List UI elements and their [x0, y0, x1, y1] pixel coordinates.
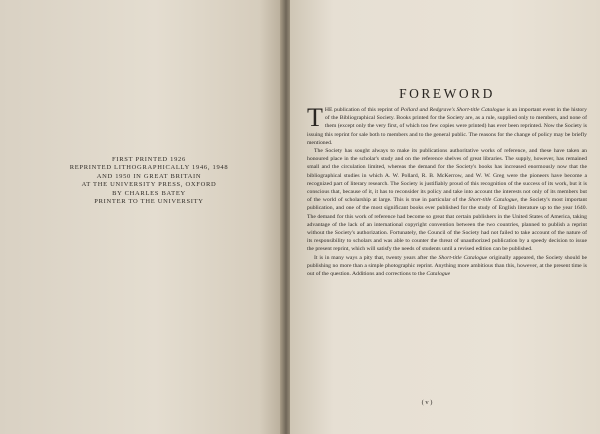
left-page	[0, 0, 282, 434]
paragraph-3	[307, 254, 587, 279]
imprint-line: AT THE UNIVERSITY PRESS, OXFORD	[81, 181, 217, 189]
italic-title: Short-title Catalogue	[468, 197, 518, 204]
imprint-line: BY CHARLES BATEY	[112, 189, 186, 197]
page-title: FOREWORD	[399, 86, 495, 101]
paragraph-1	[307, 103, 587, 147]
paragraph-text: The Society has sought always to make its publications authoritative works of reference, and these have taken an honoured place in the scholar's study and on the reference shelves of great libraries. The supply, however, has remained small and the circulation limited, whereas the demand for the Society's books has increased enormously now that the bibliographical studies in which A. W. Pollard, R. B. McKerrow, and W. W. Greg were the pioneers have become a recognized part of literary research. The Society is justifiably proud of this recognition of the success of its work, but it is conscious that, because of it, it has to reconsider its policy and take into account the interests not only of its members but of the world of scholarship at large. This is true in particular of the	[307, 148, 587, 204]
paragraph-text: originally appeared, the Society should be publishing no more than a simple photographic reprint. Anything more ambitious than this, however, at the present time is out of the question. Additions and corrections to the	[307, 254, 588, 278]
paragraph-text: HE publication of this reprint of	[324, 107, 401, 113]
imprint-line: AND 1950 IN GREAT BRITAIN	[96, 172, 202, 180]
paragraph-text: It is in many ways a pity that, twenty years after the	[314, 254, 439, 261]
imprint-line: FIRST PRINTED 1926	[112, 156, 186, 163]
italic-title: Catalogue	[426, 271, 451, 278]
foreword-section	[307, 86, 587, 278]
imprint-line: REPRINTED LITHOGRAPHICALLY 1946, 1948	[69, 164, 229, 172]
imprint-block	[18, 156, 280, 206]
page-number: ( v )	[421, 399, 433, 406]
drop-cap: T	[307, 103, 323, 132]
paragraph-text: is an important event in the history of the Bibliographical Society. Books printed for the Society are, as a rule, supplied only to members, and none of them (except only the very first, of which too few copies were printed) has ever been reprinted. Now the Society is issuing this reprint for sale both to members and to the general public. The reasons for the change of policy may be briefly mentioned.	[307, 107, 587, 146]
paragraph-text: , the Society's most important publication, and one of the most significant books ever published for the study of English literature up to the year 1640. The demand for this work of reference had become so great that certain publishers in the United States of America, taking advantage of the lack of an international copyright convention between the two countries, planned to publish a reprint without the Society's authorization. Fortunately, the Council of the Society had not failed to take account of the nature of its responsibility to scholars and was able to counter the threat of unauthorized publication by a speedy decision to issue the present reprint, which will satisfy the needs of students until a revised edition can be published.	[307, 197, 588, 253]
italic-title: Short-title Catalogue	[438, 254, 488, 261]
paragraph-2	[307, 147, 587, 254]
italic-title: Pollard and Redgrave's Short-title Catalogue	[400, 107, 505, 113]
imprint-line: PRINTER TO THE UNIVERSITY	[94, 198, 204, 206]
